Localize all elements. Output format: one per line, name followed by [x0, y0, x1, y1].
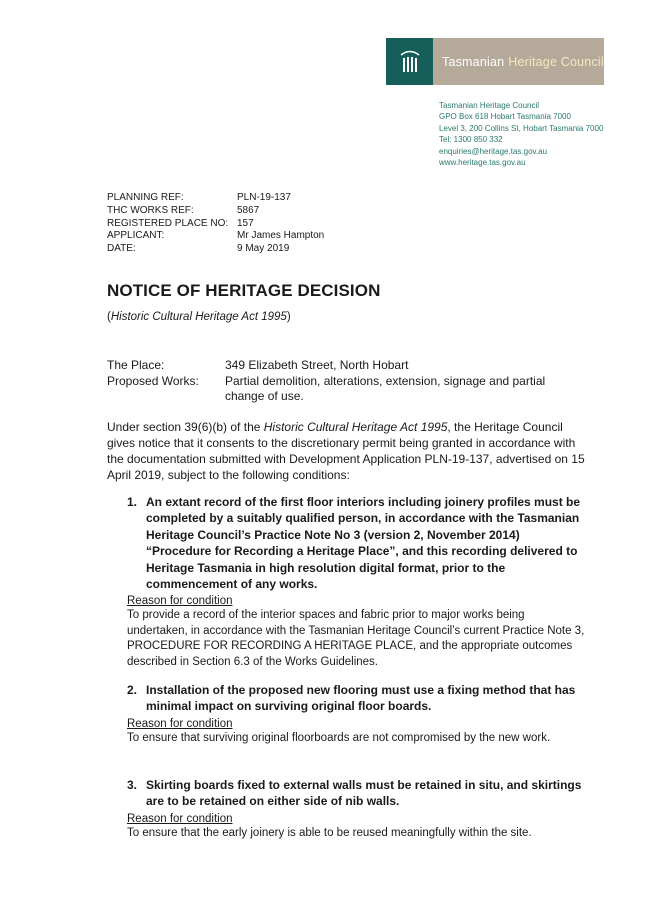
- reason-text: To ensure that surviving original floorboards are not compromised by the new work.: [127, 731, 551, 744]
- act-open-paren: (: [107, 311, 111, 323]
- reason-text: To ensure that the early joinery is able to be reused meaningfully within the site.: [127, 826, 532, 839]
- ref-label: THC WORKS REF:: [107, 204, 194, 216]
- ref-row: [107, 218, 324, 231]
- intro-paragraph: [107, 419, 587, 483]
- act-close-paren: ): [286, 311, 291, 323]
- intro-text-start: Under section 39(6)(b) of the: [107, 420, 264, 434]
- contact-org: Tasmanian Heritage Council: [439, 101, 540, 110]
- ref-row: [107, 205, 324, 218]
- ref-value: PLN-19-137: [237, 192, 291, 203]
- columns-logo-icon: [386, 38, 433, 85]
- works-label: Proposed Works:: [107, 373, 199, 388]
- intro-text-end: , the Heritage Council gives notice that it consents to the discretionary permit being granted in accordance with the documentation submitted with Development Application PLN-19-137, advertised on 15 April 2019, subject to the following conditions:: [107, 420, 585, 482]
- reason-label: Reason for condition: [127, 595, 233, 608]
- ref-row: [107, 243, 324, 256]
- condition-number: 3.: [127, 778, 138, 792]
- condition-text: Skirting boards fixed to external walls must be retained in situ, and skirtings are to be retained on either side of nib walls.: [146, 778, 582, 809]
- contact-email[interactable]: enquiries@heritage.tas.gov.au: [439, 146, 548, 156]
- org-logo: [386, 38, 604, 85]
- contact-block: [439, 100, 603, 168]
- reason-label: Reason for condition: [127, 812, 233, 825]
- works-value: Partial demolition, alterations, extension, signage and partial change of use.: [225, 373, 546, 403]
- place-block: [107, 358, 555, 405]
- ref-value: 9 May 2019: [237, 243, 290, 255]
- org-name: [433, 38, 604, 85]
- ref-label: PLANNING REF:: [107, 192, 184, 203]
- place-row: [107, 358, 555, 374]
- contact-website[interactable]: www.heritage.tas.gov.au: [439, 158, 526, 168]
- condition-title: [127, 682, 587, 715]
- contact-po-box: GPO Box 618 Hobart Tasmania 7000: [439, 112, 571, 122]
- contact-address: Level 3, 200 Collins St, Hobart Tasmania 7000: [439, 123, 604, 133]
- ref-value: 5867: [237, 204, 260, 216]
- reference-block: [107, 192, 324, 256]
- ref-row: [107, 230, 324, 243]
- ref-row: [107, 192, 324, 205]
- condition-number: 1.: [127, 495, 138, 509]
- ref-label: DATE:: [107, 243, 136, 255]
- condition-title: [127, 494, 587, 592]
- ref-label: REGISTERED PLACE NO:: [107, 217, 229, 229]
- ref-value: Mr James Hampton: [237, 230, 325, 242]
- condition-title: [127, 777, 587, 810]
- condition-item: [127, 682, 587, 746]
- reason-text: To provide a record of the interior spaces and fabric prior to major works being undertaken, in accordance with the Tasmanian Heritage Council’s current Practice Note 3, PROCEDURE FOR RECORDING A HERITAGE PLACE, and the appropriate outcomes described in Section 6.3 of the Works Guidelines.: [127, 609, 585, 668]
- page-title: NOTICE OF HERITAGE DECISION: [107, 281, 381, 300]
- place-value: 349 Elizabeth Street, North Hobart: [225, 358, 409, 372]
- condition-number: 2.: [127, 683, 138, 697]
- contact-phone: Tel: 1300 850 332: [439, 135, 503, 145]
- org-name-first: Tasmanian: [442, 54, 505, 69]
- reason-label: Reason for condition: [127, 717, 233, 730]
- org-name-second: Heritage Council: [508, 54, 604, 69]
- condition-item: [127, 777, 587, 841]
- condition-item: [127, 494, 587, 670]
- ref-value: 157: [237, 217, 254, 229]
- act-subtitle: [107, 311, 291, 323]
- act-name: Historic Cultural Heritage Act 1995: [110, 311, 287, 323]
- condition-text: Installation of the proposed new flooring must use a fixing method that has minimal impact on surviving original floor boards.: [146, 683, 576, 714]
- condition-text: An extant record of the first floor interiors including joinery profiles must be completed by a suitably qualified person, in accordance with the Tasmanian Heritage Council’s Practice Note No 3 (version 2, November 2014) “Procedure for Recording a Heritage Place”, and this recording delivered to Heritage Tasmania in high resolution digital format, prior to the commencement of any works.: [146, 495, 581, 592]
- works-row: [107, 374, 555, 405]
- intro-act-name: Historic Cultural Heritage Act 1995: [263, 420, 448, 434]
- place-label: The Place:: [107, 358, 165, 372]
- ref-label: APPLICANT:: [107, 230, 165, 242]
